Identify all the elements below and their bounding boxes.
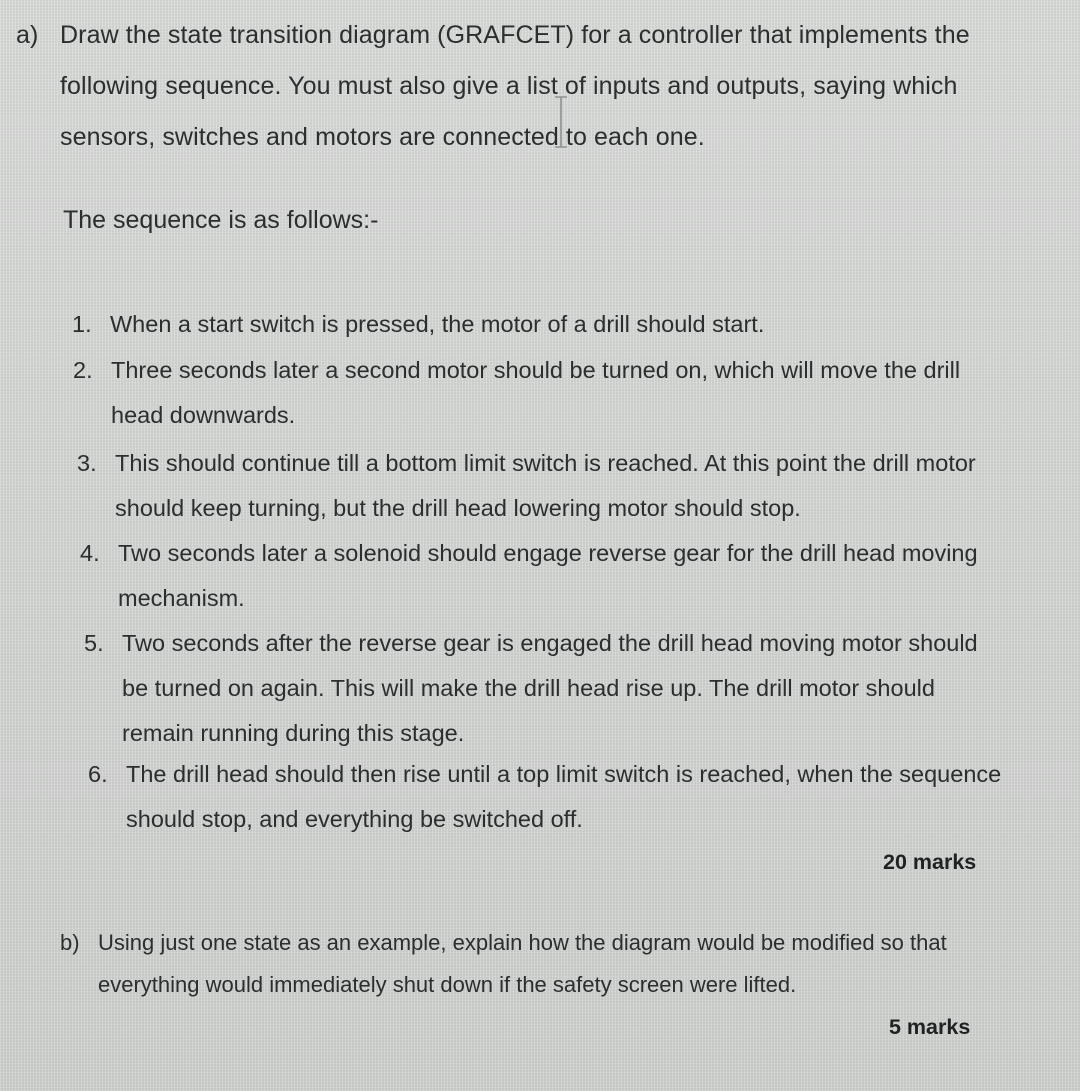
question-a-text: Draw the state transition diagram (GRAFCET) for a controller that implements the following sequence. You must also give a list of inputs and outputs, saying which sensors, switches and motors are connected to each one. <box>60 21 970 151</box>
question-b <box>60 922 1020 1006</box>
step-text: Two seconds later a solenoid should engage reverse gear for the drill head moving mechanism. <box>118 540 978 611</box>
step-number: 5. <box>84 630 104 656</box>
step-number: 2. <box>73 357 93 383</box>
sequence-heading: The sequence is as follows:- <box>63 206 379 234</box>
step-text: The drill head should then rise until a top limit switch is reached, when the sequence should stop, and everything be switched off. <box>126 761 1002 832</box>
question-b-marker: b) <box>60 930 80 955</box>
step-text: When a start switch is pressed, the motor of a drill should start. <box>110 311 765 337</box>
marks-a: 20 marks <box>883 850 977 874</box>
list-item <box>84 621 1004 756</box>
list-item <box>80 531 1000 621</box>
list-item <box>73 348 993 438</box>
step-number: 4. <box>80 540 100 566</box>
step-text: Two seconds after the reverse gear is engaged the drill head moving motor should be turned on again. This will make the drill head rise up. The drill motor should remain running during this stage. <box>122 630 978 746</box>
step-number: 6. <box>88 761 108 787</box>
list-item <box>77 441 997 531</box>
text-cursor-icon <box>553 96 569 148</box>
list-item <box>72 302 992 347</box>
question-a <box>16 10 1056 163</box>
step-number: 3. <box>77 450 97 476</box>
list-item <box>88 752 1008 842</box>
step-text: Three seconds later a second motor should be turned on, which will move the drill head downwards. <box>111 357 961 428</box>
step-text: This should continue till a bottom limit switch is reached. At this point the drill motor should keep turning, but the drill head lowering motor should stop. <box>115 450 976 521</box>
marks-b: 5 marks <box>889 1015 971 1039</box>
question-b-text: Using just one state as an example, explain how the diagram would be modified so that everything would immediately shut down if the safety screen were lifted. <box>98 930 947 997</box>
question-a-marker: a) <box>16 21 39 49</box>
step-number: 1. <box>72 311 92 337</box>
